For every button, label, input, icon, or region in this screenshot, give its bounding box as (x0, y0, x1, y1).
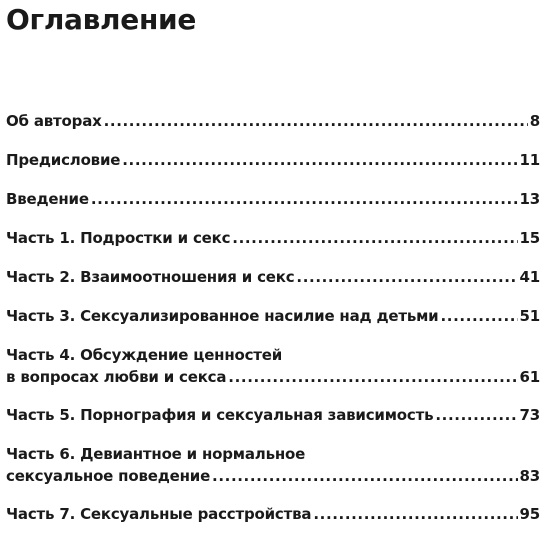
dot-leader (296, 266, 517, 288)
toc-entry-title: в вопросах любви и секса (6, 368, 227, 386)
toc-entry-title: Часть 1. Подростки и секс (6, 229, 231, 247)
dot-leader (212, 465, 517, 487)
toc-page-number: 8 (529, 112, 540, 130)
toc-entry-part-6[interactable] (6, 443, 540, 487)
dot-leader (122, 149, 517, 171)
dot-leader (441, 305, 518, 327)
toc-entry-preface[interactable] (6, 149, 540, 171)
toc-page-number: 73 (519, 406, 540, 424)
toc-entry-part-7[interactable] (6, 503, 540, 525)
toc-page-number: 51 (519, 307, 540, 325)
toc-page-number: 61 (519, 368, 540, 386)
toc-entry-about-authors[interactable] (6, 110, 540, 132)
dot-leader (228, 366, 517, 388)
toc-entry-introduction[interactable] (6, 188, 540, 210)
table-of-contents (6, 110, 540, 542)
dot-leader (232, 227, 517, 249)
toc-entry-title-line1: Часть 4. Обсуждение ценностей (6, 346, 283, 364)
page-title: Оглавление (6, 3, 197, 36)
dot-leader (435, 404, 517, 426)
toc-entry-part-1[interactable] (6, 227, 540, 249)
dot-leader (104, 110, 528, 132)
toc-page-number: 11 (519, 151, 540, 169)
toc-page-number: 83 (519, 467, 540, 485)
toc-entry-title: Часть 7. Сексуальные расстройства (6, 505, 312, 523)
toc-entry-part-5[interactable] (6, 404, 540, 426)
toc-entry-title: Часть 2. Взаимоотношения и секс (6, 268, 295, 286)
toc-entry-part-4[interactable] (6, 344, 540, 388)
toc-entry-title: Часть 5. Порнография и сексуальная зависимость (6, 406, 434, 424)
toc-page-number: 13 (519, 190, 540, 208)
dot-leader (91, 188, 518, 210)
toc-entry-title: сексуальное поведение (6, 467, 211, 485)
toc-entry-title: Часть 3. Сексуализированное насилие над детьми (6, 307, 439, 325)
toc-entry-part-3[interactable] (6, 305, 540, 327)
toc-page-number: 95 (519, 505, 540, 523)
toc-entry-title: Введение (6, 190, 89, 208)
toc-entry-title: Об авторах (6, 112, 102, 130)
toc-entry-title: Предисловие (6, 151, 121, 169)
toc-page-number: 15 (519, 229, 540, 247)
dot-leader (313, 503, 517, 525)
toc-entry-part-2[interactable] (6, 266, 540, 288)
toc-entry-title-line1: Часть 6. Девиантное и нормальное (6, 445, 306, 463)
toc-page-number: 41 (519, 268, 540, 286)
